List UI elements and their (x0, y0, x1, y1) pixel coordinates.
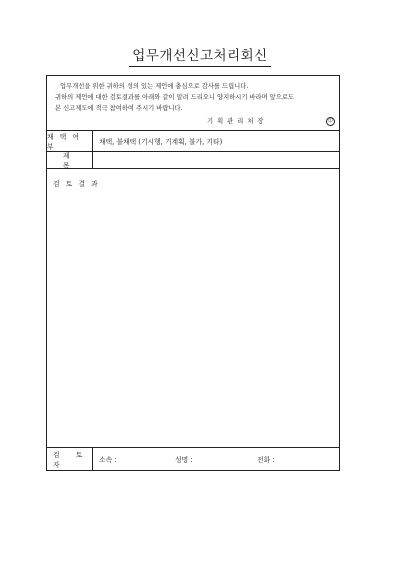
seal-icon: 印 (326, 117, 335, 126)
signatory-title: 기 획 관 리 처 장 (207, 118, 265, 125)
form-title (0, 44, 400, 64)
intro-line-1: 업무개선을 위한 귀하의 성의 있는 제언에 충심으로 감사를 드립니다. (60, 83, 249, 90)
reply-form (46, 75, 340, 471)
form-title-text: 업무개선신고처리회신 (129, 48, 270, 67)
intro-line-3: 본 신고제도에 적극 참여하여 주시기 바랍니다. (55, 105, 183, 112)
intro-line-2: 귀하의 제언에 대한 검토결과를 아래와 같이 알려 드리오니 양지하시기 바라며 앞으로도 (55, 94, 294, 101)
phone-field[interactable]: 전화 : (257, 456, 275, 464)
adoption-row (47, 131, 339, 152)
intro-section (47, 76, 339, 131)
subject-row (47, 152, 339, 169)
name-field[interactable]: 성명 : (175, 456, 193, 464)
adoption-label: 채 택 여 부 (47, 131, 93, 151)
reviewer-row (47, 448, 339, 470)
review-result-area[interactable] (47, 169, 339, 448)
adoption-value[interactable]: 채택, 불채택 (기시행, 기계획, 불가, 기타) (99, 138, 223, 146)
review-result-label: 검 토 결 과 (53, 180, 100, 188)
affiliation-field[interactable]: 소속 : (99, 456, 117, 464)
reviewer-label: 검 토 자 (47, 448, 93, 470)
subject-label: 제 목 (47, 152, 93, 168)
